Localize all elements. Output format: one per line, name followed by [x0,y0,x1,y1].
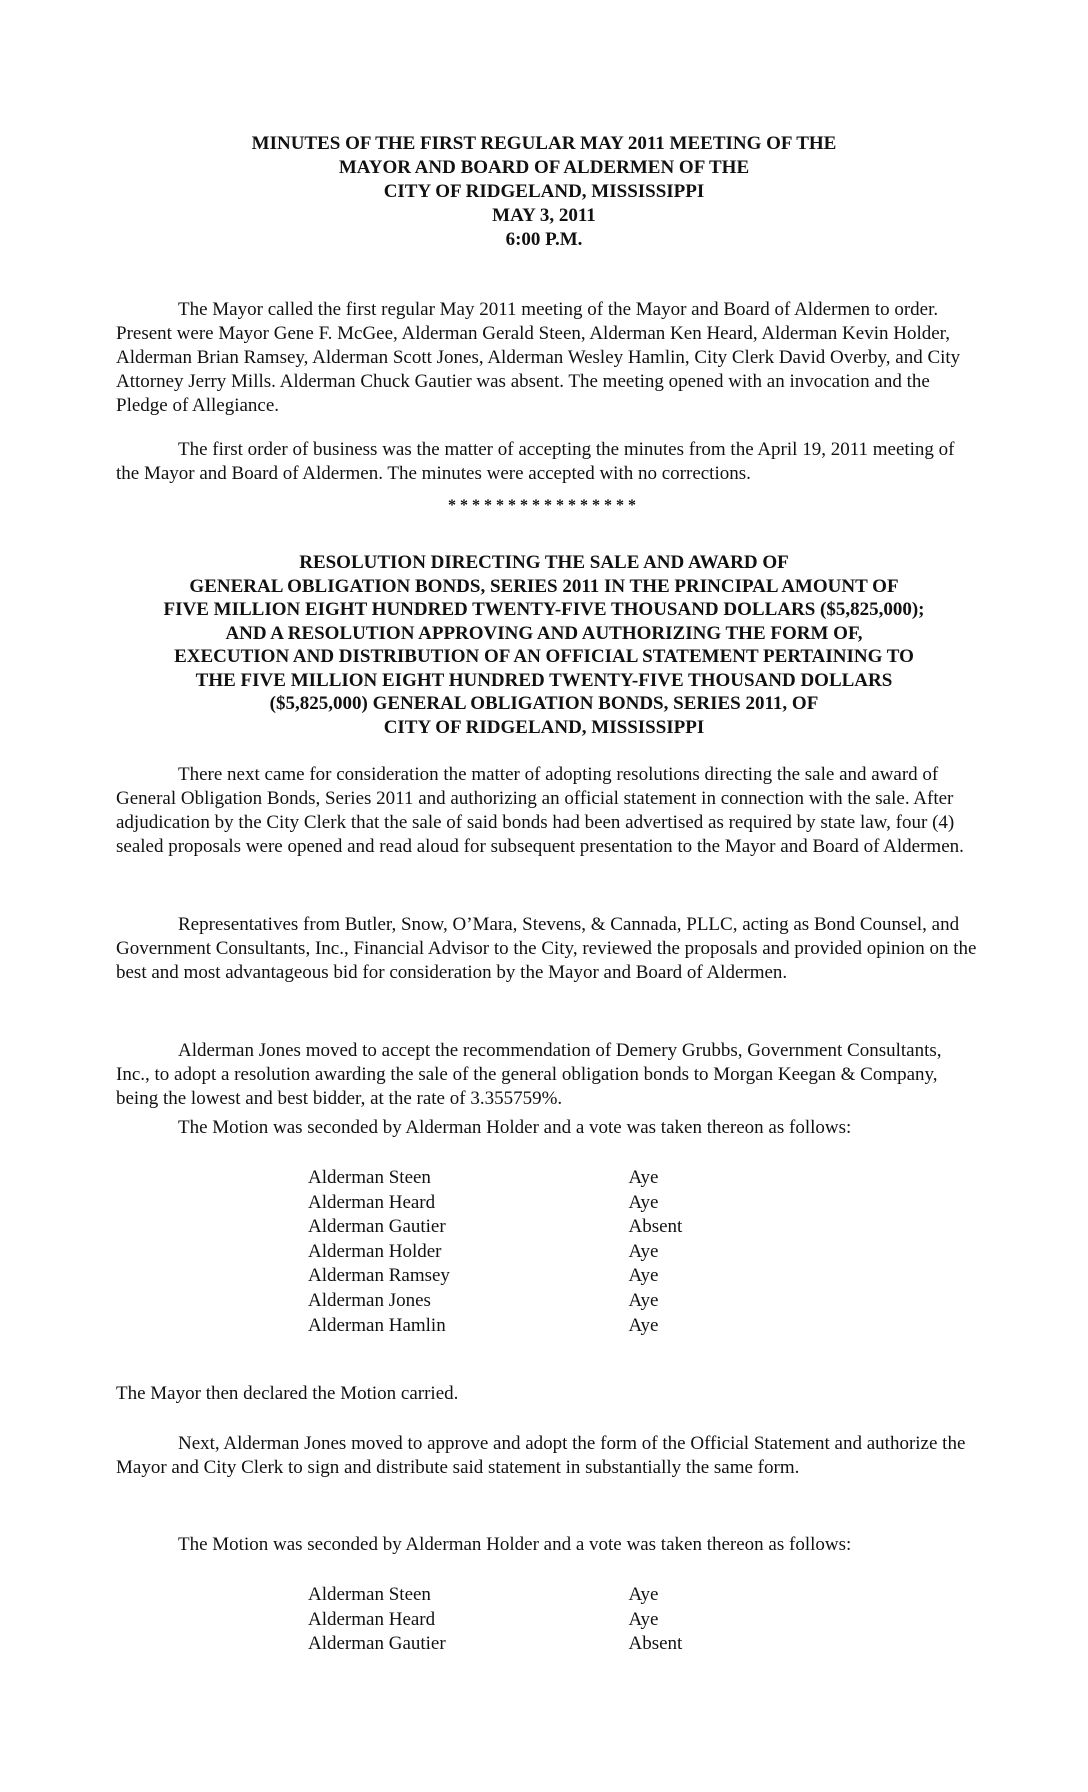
vote-row [308,1314,728,1339]
vote-value: Aye [628,1191,659,1213]
vote-row [308,1240,728,1265]
title-line: 6:00 P.M. [505,229,583,250]
vote-row [308,1264,728,1289]
resolution-heading [0,551,1088,739]
alderman-name: Alderman Steen [308,1167,431,1188]
vote-row [308,1191,728,1216]
vote-row [308,1289,728,1314]
motion-2-text: Next, Alderman Jones moved to approve and adopt the form of the Official Statement and authorize the Mayor and City Clerk to sign and distribute said statement in substantially the same form. [116,1433,966,1478]
motion-1-text: Alderman Jones moved to accept the recommendation of Demery Grubbs, Government Consultants, Inc., to adopt a resolution awarding the sale of the general obligation bonds to Morgan Keegan & Company, being the lowest and best bidder, at the rate of 3.355759%. [116,1040,942,1109]
call-to-order-text: The Mayor called the first regular May 2011 meeting of the Mayor and Board of Aldermen to order. Present were Mayor Gene F. McGee, Alderman Gerald Steen, Alderman Ken Heard, Alderman Kevin Holder, Alderman Brian Ramsey, Alderman Scott Jones, Alderman Wesley Hamlin, City Clerk David Overby, and City Attorney Jerry Mills. Alderman Chuck Gautier was absent. The meeting opened with an invocation and the Pledge of Allegiance. [116,299,961,416]
vote-value: Aye [628,1167,659,1188]
section-separator: **************** [448,497,640,514]
alderman-name: Alderman Steen [308,1584,431,1605]
resolution-heading-line: THE FIVE MILLION EIGHT HUNDRED TWENTY-FIVE THOUSAND DOLLARS [195,669,893,691]
consideration-text: There next came for consideration the matter of adopting resolutions directing the sale and award of General Obligation Bonds, Series 2011 and authorizing an official statement in connection with the sale. After adjudication by the City Clerk that the sale of said bonds had been advertised as required by state law, four (4) sealed proposals were opened and read aloud for subsequent presentation to the Mayor and Board of Aldermen. [116,764,964,857]
resolution-heading-line: AND A RESOLUTION APPROVING AND AUTHORIZING THE FORM OF, [225,622,863,644]
alderman-name: Alderman Gautier [308,1633,446,1655]
vote-value: Aye [628,1265,659,1287]
vote-row [308,1608,728,1633]
representatives-text: Representatives from Butler, Snow, O’Mara, Stevens, & Cannada, PLLC, acting as Bond Counsel, and Government Consultants, Inc., Financial Advisor to the City, reviewed the proposals and provided opinion on the best and most advantageous bid for consideration by the Mayor and Board of Aldermen. [116,914,977,983]
resolution-heading-line: EXECUTION AND DISTRIBUTION OF AN OFFICIAL STATEMENT PERTAINING TO [174,646,914,667]
vote-row [308,1215,728,1240]
representatives-paragraph [116,913,978,985]
vote-value: Aye [628,1289,659,1311]
alderman-name: Alderman Hamlin [308,1314,446,1336]
vote-row [308,1166,728,1191]
motion-1-paragraph [116,1039,978,1111]
title-line: MAY 3, 2011 [492,205,596,226]
resolution-heading-line: CITY OF RIDGELAND, MISSISSIPPI [383,716,705,738]
second-2-paragraph [116,1533,978,1557]
title-line: MINUTES OF THE FIRST REGULAR MAY 2011 MEETING OF THE [251,133,837,154]
vote-row [308,1632,728,1657]
alderman-name: Alderman Jones [308,1289,431,1311]
alderman-name: Alderman Ramsey [308,1265,450,1287]
alderman-name: Alderman Holder [308,1240,442,1262]
second-1-text: The Motion was seconded by Alderman Holder and a vote was taken thereon as follows: [178,1117,852,1138]
vote-table-1 [308,1166,728,1338]
vote-value: Aye [628,1314,659,1336]
second-2-text: The Motion was seconded by Alderman Holder and a vote was taken thereon as follows: [178,1534,852,1555]
resolution-heading-line: RESOLUTION DIRECTING THE SALE AND AWARD OF [299,552,789,573]
carried-paragraph [116,1382,978,1406]
vote-value: Aye [628,1584,659,1605]
minutes-title [0,132,1088,252]
vote-table-2 [308,1583,728,1657]
resolution-heading-line: GENERAL OBLIGATION BONDS, SERIES 2011 IN THE PRINCIPAL AMOUNT OF [189,575,899,597]
call-to-order-paragraph [116,298,978,418]
title-line: MAYOR AND BOARD OF ALDERMEN OF THE [338,157,750,178]
motion-2-paragraph [116,1432,978,1480]
vote-value: Aye [628,1240,659,1262]
alderman-name: Alderman Heard [308,1608,436,1630]
vote-value: Aye [628,1608,659,1630]
carried-text: The Mayor then declared the Motion carried. [116,1383,459,1404]
vote-value: Absent [628,1633,683,1655]
alderman-name: Alderman Heard [308,1191,436,1213]
minutes-text: The first order of business was the matter of accepting the minutes from the April 19, 2011 meeting of the Mayor and Board of Aldermen. The minutes were accepted with no corrections. [116,439,955,484]
minutes-paragraph [116,438,978,486]
resolution-heading-line: ($5,825,000) GENERAL OBLIGATION BONDS, SERIES 2011, OF [269,693,819,714]
vote-row [308,1583,728,1608]
alderman-name: Alderman Gautier [308,1216,446,1238]
second-1-paragraph [116,1116,978,1140]
title-line: CITY OF RIDGELAND, MISSISSIPPI [383,181,705,202]
vote-value: Absent [628,1216,683,1238]
resolution-heading-line: FIVE MILLION EIGHT HUNDRED TWENTY-FIVE THOUSAND DOLLARS ($5,825,000); [163,599,925,620]
consideration-paragraph [116,763,978,859]
